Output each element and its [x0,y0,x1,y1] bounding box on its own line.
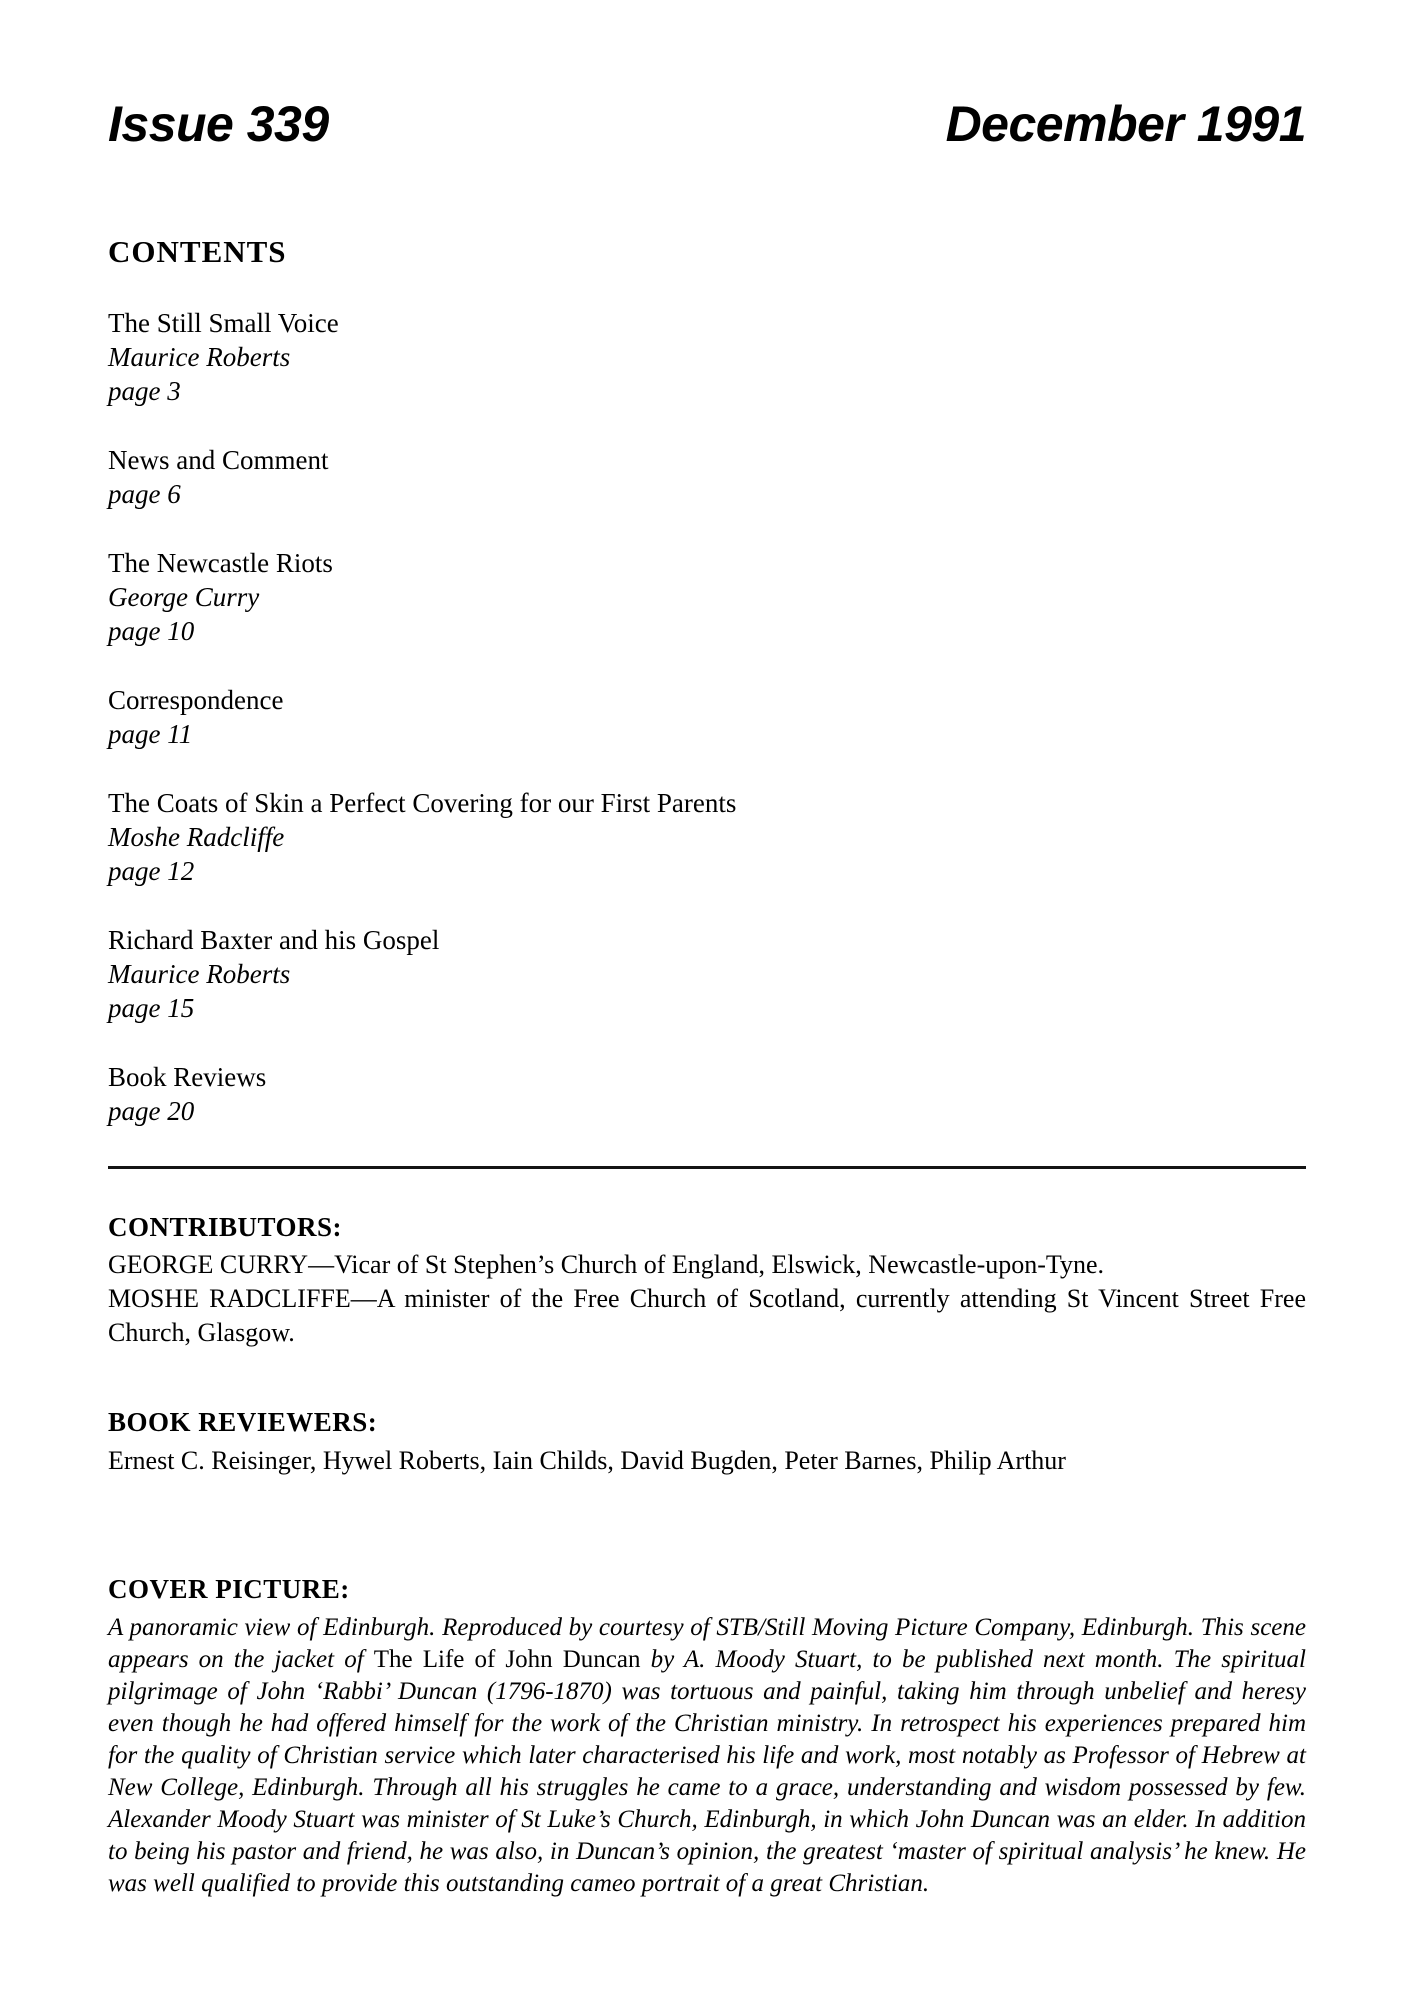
book-reviewers-heading: BOOK REVIEWERS: [108,1407,378,1437]
toc-entry [108,683,1306,751]
contents-heading: CONTENTS [108,234,287,269]
toc-entry [108,923,1306,1025]
toc-entry-title: The Coats of Skin a Perfect Covering for our First Parents [108,788,737,818]
masthead [108,96,1306,152]
toc-entry-author: Maurice Roberts [108,959,291,989]
toc-entry [108,306,1306,408]
toc-entry-page: page 11 [108,719,193,749]
contributor-entry: MOSHE RADCLIFFE—A minister of the Free Church of Scotland, currently attending St Vincent Street Free Church, Glasgow. [108,1284,1306,1347]
cover-picture-section [108,1572,1306,1900]
contributors-section [108,1210,1306,1350]
toc-entry-page: page 6 [108,479,181,509]
toc-entry-author: Moshe Radcliffe [108,822,285,852]
toc-entry [108,443,1306,511]
book-reviewers-names: Ernest C. Reisinger, Hywel Roberts, Iain Childs, David Bugden, Peter Barnes, Philip Arthur [108,1446,1066,1475]
table-of-contents [108,306,1306,1128]
cover-picture-description [108,1612,1306,1900]
divider-rule [108,1166,1306,1169]
toc-entry [108,786,1306,888]
contributors-heading: CONTRIBUTORS: [108,1212,343,1242]
cover-picture-heading: COVER PICTURE: [108,1574,350,1604]
toc-entry-author: George Curry [108,582,260,612]
toc-entry-page: page 3 [108,376,181,406]
cover-text-after-title: by A. Moody Stuart, to be published next month. The spiritual pilgrimage of John ‘Rabbi’ Duncan (1796-1870) was tortuous and painful, taking him through unbelief and heresy even though he had offered himself for the work of the Christian ministry. In retrospect his experiences prepared him for the quality of Christian service which later characterised his life and work, most notably as Professor of Hebrew at New College, Edinburgh. Through all his struggles he came to a grace, understanding and wisdom possessed by few. Alexander Moody Stuart was minister of St Luke’s Church, Edinburgh, in which John Duncan was an elder. In addition to being his pastor and friend, he was also, in Duncan’s opinion, the greatest ‘master of spiritual analysis’ he knew. He was well qualified to provide this outstanding cameo portrait of a great Christian. [108,1646,1306,1897]
contributor-entry: GEORGE CURRY—Vicar of St Stephen’s Church of England, Elswick, Newcastle-upon-Tyne. [108,1250,1105,1279]
toc-entry-page: page 12 [108,856,195,886]
toc-entry-author: Maurice Roberts [108,342,291,372]
issue-number: Issue 339 [108,96,329,152]
toc-entry [108,546,1306,648]
toc-entry-title: News and Comment [108,445,329,475]
toc-entry-page: page 10 [108,616,195,646]
toc-entry-title: Correspondence [108,685,284,715]
toc-entry-page: page 20 [108,1096,195,1126]
toc-entry-title: The Still Small Voice [108,308,339,338]
cover-book-title: The Life of John Duncan [373,1646,641,1673]
toc-entry-title: Richard Baxter and his Gospel [108,925,440,955]
toc-entry-title: Book Reviews [108,1062,267,1092]
toc-entry-title: The Newcastle Riots [108,548,333,578]
toc-entry [108,1060,1306,1128]
book-reviewers-section [108,1405,1306,1478]
toc-entry-page: page 15 [108,993,195,1023]
cover-text-before-title: A panoramic view of Edinburgh. Reproduced by courtesy of STB/Still Moving Picture Company, Edinburgh. This scene appears on the jacket of [108,1614,1306,1673]
issue-date: December 1991 [945,96,1306,152]
contributors-list [108,1248,1306,1350]
